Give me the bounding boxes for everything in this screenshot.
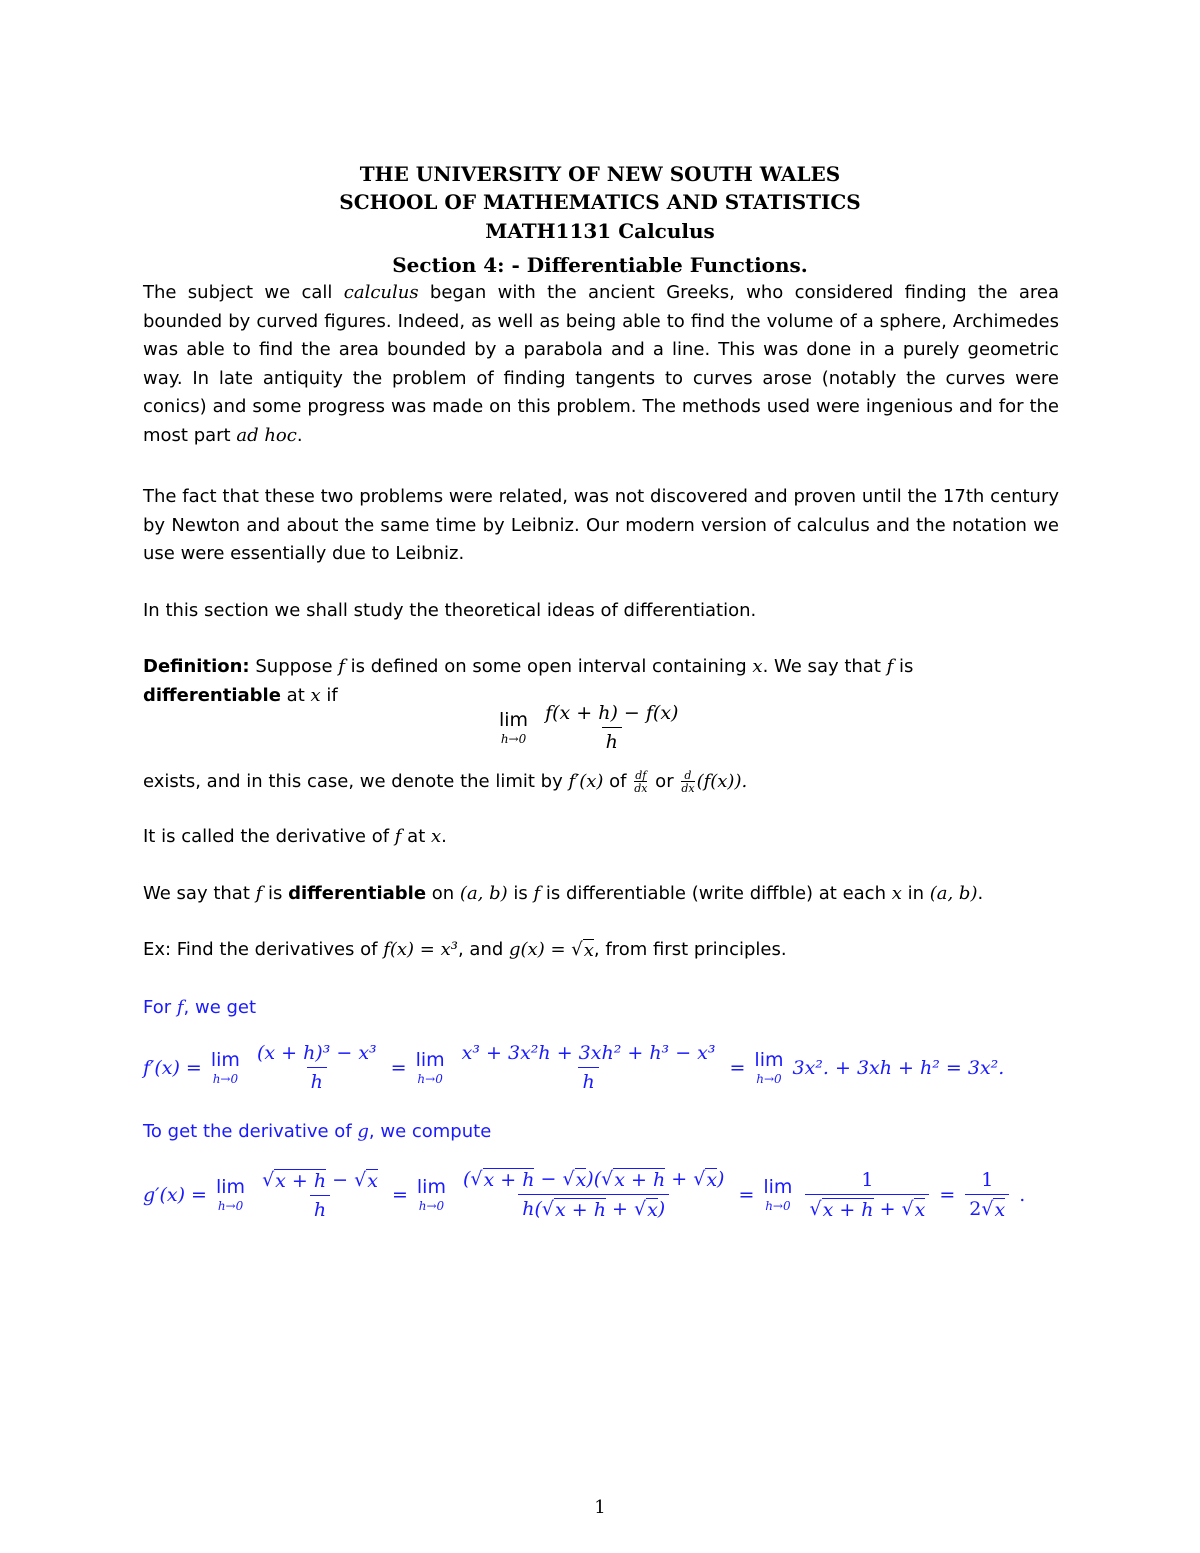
definition-label: Definition: <box>143 656 250 677</box>
calculus-term: calculus <box>343 282 419 303</box>
university-name: THE UNIVERSITY OF NEW SOUTH WALES <box>359 162 841 186</box>
derivative-limit-formula: lim h→0 $\frac{f(x + h) - f(x)}{h}$ <box>499 702 679 753</box>
solution-f-intro: For f, we get <box>143 997 257 1018</box>
intro-paragraph-2: The fact that these two problems were related, was not discovered and proven until the 17th century by Newton and about the same time by Leibniz. Our modern version of calculus and the notation we use were essentially due to Leibniz. <box>143 486 1059 564</box>
notation-line: exists, and in this case, we denote the limit by f′(x) of $\frac{df}{dx}$ or $\frac{d}{dx}$ (f(x)). <box>143 769 748 795</box>
school-name: SCHOOL OF MATHEMATICS AND STATISTICS <box>339 190 861 214</box>
differentiable-term: differentiable <box>143 684 281 706</box>
definition-paragraph: Definition: Suppose f is defined on some open interval containing x. We say that f is differentiable at x if <box>143 656 914 706</box>
section-title: Section 4: - Differentiable Functions. <box>392 253 808 277</box>
page-number: 1 <box>594 1497 606 1518</box>
ad-hoc-term: ad hoc <box>236 424 297 446</box>
derivative-called-line: It is called the derivative of f at x. <box>143 826 447 847</box>
solution-g-equation: g′(x) = lim h→0 √ x + h − √ x h = lim h→0 ( √ x + h − √ x )( √ x + h + √ x ) h( √ x + h + √ x ) = lim h→0 1 √ x + h + √ x = 1 2 √ x . <box>143 1168 1026 1221</box>
intro-paragraph-1: The subject we call calculus began with the ancient Greeks, who considered finding the area bounded by curved figures. Indeed, as well as being able to find the volume of a sphere, Archimedes was able to find the area bounded by a parabola and a line. This was done in a purely geometric way. In late antiquity the problem of finding tangents to curves arose (notably the curves were conics) and some progress was made on this problem. The methods used were ingenious and for the most part ad hoc. <box>143 282 1059 446</box>
solution-g-intro: To get the derivative of g, we compute <box>143 1121 492 1142</box>
intro-paragraph-3: In this section we shall study the theoretical ideas of differentiation. <box>143 600 757 621</box>
interval-definition-line: We say that f is differentiable on (a, b) is f is differentiable (write diffble) at each x in (a, b). <box>143 883 984 904</box>
course-title: MATH1131 Calculus <box>485 219 715 243</box>
solution-f-equation: f′(x) = lim h→0 $\frac{\text{(x + h)³ − x³}}{h}$ = lim h→0 $\frac{\text{x³ + 3x²h + 3xh² + h³ − x³}}{h}$ = lim h→0 3x². + 3xh + h² = 3x². <box>143 1042 1005 1093</box>
example-line: Ex: Find the derivatives of f(x) = x³, and g(x) = √ x , from first principles. <box>143 939 787 961</box>
